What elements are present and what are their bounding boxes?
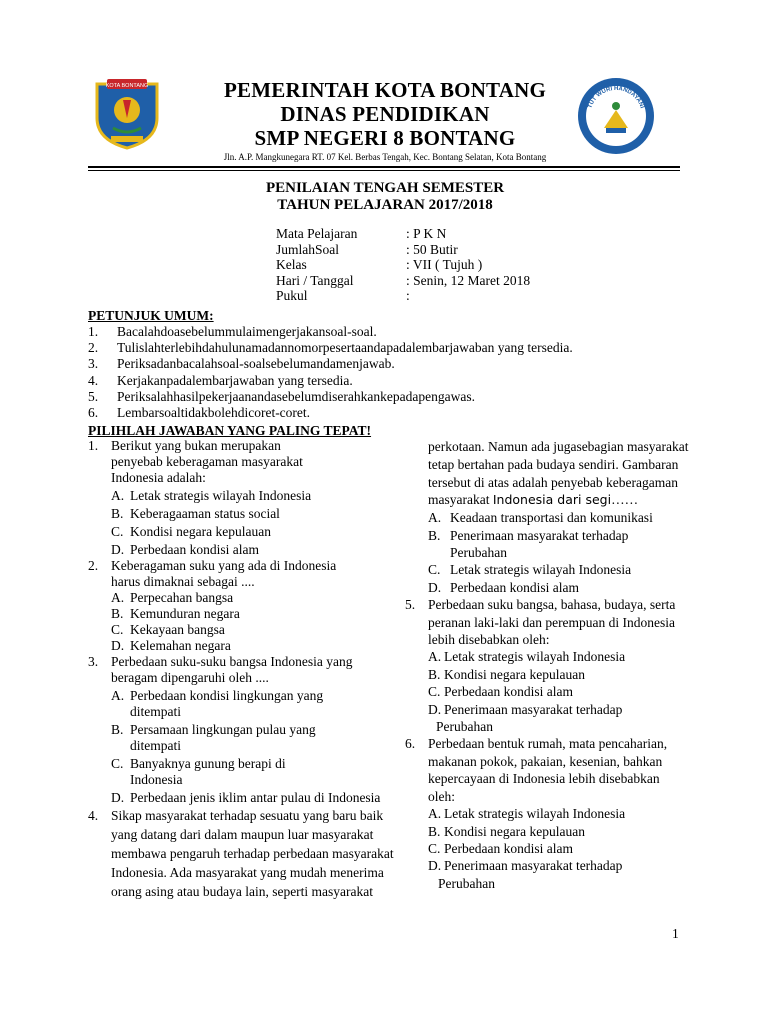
option-letter: D. — [428, 858, 442, 874]
item-number: 2. — [88, 340, 99, 356]
question-text: Perbedaan suku bangsa, bahasa, budaya, serta peranan laki-laki dan perempuan di Indonesia lebih disebabkan oleh: — [428, 597, 676, 648]
item-text: Periksadanbacalahsoal-soalsebelumandamenjawab. — [117, 356, 395, 372]
option-continuation: Perubahan — [436, 719, 493, 735]
option-letter: D. — [428, 701, 442, 717]
general-instructions-list — [88, 324, 688, 421]
answer-option — [111, 722, 410, 754]
question-1-options — [88, 488, 410, 558]
option-text: Kelemahan negara — [130, 638, 231, 653]
item-text: Bacalahdoasebelummulaimengerjakansoal-soal. — [117, 324, 377, 339]
exam-title: PENILAIAN TENGAH SEMESTER — [265, 180, 505, 196]
answer-option — [111, 790, 410, 806]
logo-right-text: TUT WURI HANDAYANI — [587, 85, 645, 110]
option-text: Penerimaan masyarakat terhadap — [444, 701, 623, 717]
school-address: Jln. A.P. Mangkunegara RT. 07 Kel. Berbas Tengah, Kec. Bontang Selatan, Kota Bontang — [223, 152, 547, 162]
option-letter: D. — [428, 579, 442, 595]
questions-heading: PILIHLAH JAWABAN YANG PALING TEPAT! — [88, 423, 372, 438]
question-number: 1. — [88, 438, 99, 453]
info-value: : 50 Butir — [406, 241, 458, 257]
item-text: Lembarsoaltidakbolehdicoret-coret. — [117, 405, 311, 421]
answer-option — [428, 857, 690, 874]
info-label: Kelas — [276, 257, 307, 272]
questions-left-column — [88, 438, 410, 901]
info-row — [276, 257, 530, 273]
question-2-options — [88, 590, 410, 654]
question-number: 3. — [88, 654, 99, 669]
option-letter: C. — [111, 524, 124, 539]
option-letter: D. — [111, 638, 125, 653]
item-number: 4. — [88, 372, 99, 388]
option-text: Kekayaan bangsa — [130, 622, 225, 637]
option-text: Perpecahan bangsa — [130, 590, 234, 605]
option-letter: B. — [428, 527, 441, 543]
header-line-1: PEMERINTAH KOTA BONTANG — [224, 78, 546, 102]
answer-option — [428, 805, 690, 822]
option-letter: D. — [111, 542, 125, 557]
question-1 — [88, 438, 410, 486]
list-item — [88, 324, 688, 340]
answer-option — [111, 622, 410, 638]
option-text: Perbedaan kondisi alam — [444, 840, 573, 856]
answer-option — [111, 506, 410, 522]
option-letter: A. — [111, 688, 125, 703]
answer-option — [428, 561, 690, 578]
option-text: Kemunduran negara — [130, 606, 240, 621]
info-label: JumlahSoal — [276, 241, 339, 257]
question-4 — [88, 806, 410, 901]
option-continuation: Perubahan — [438, 875, 495, 891]
questions-right-column — [405, 438, 690, 892]
option-letter: B. — [111, 722, 124, 737]
question-text: Keberagaman suku yang ada di Indonesia harus dimaknai sebagai .... — [111, 558, 337, 589]
info-label: Pukul — [276, 288, 308, 303]
option-letter: C. — [428, 840, 441, 856]
page-number: 1 — [672, 926, 679, 941]
option-text: Letak strategis wilayah Indonesia — [444, 649, 626, 665]
item-text: Tulislahterlebihdahulunamadannomorpesertaandapadalembarjawaban yang tersedia. — [117, 340, 573, 356]
option-text: Persamaan lingkungan pulau yang ditempati — [130, 722, 316, 753]
option-text: Perubahan — [450, 545, 507, 560]
list-item — [88, 340, 688, 356]
answer-option — [111, 688, 410, 720]
option-letter: C. — [111, 756, 124, 771]
option-letter: D. — [111, 790, 125, 805]
answer-option — [428, 823, 690, 840]
option-letter: C. — [111, 622, 124, 637]
option-letter: B. — [111, 606, 124, 621]
info-row — [276, 273, 530, 289]
answer-option — [111, 756, 410, 788]
info-row — [276, 226, 530, 242]
info-label: Mata Pelajaran — [276, 226, 358, 241]
exam-year: TAHUN PELAJARAN 2017/2018 — [277, 197, 493, 213]
exam-info — [276, 226, 530, 304]
question-3-options — [88, 688, 410, 806]
option-letter — [428, 544, 450, 561]
question-number: 4. — [88, 808, 99, 823]
answer-option — [428, 840, 690, 857]
answer-option — [428, 683, 690, 700]
answer-option — [428, 648, 690, 665]
answer-option — [111, 606, 410, 622]
option-text: Perbedaan kondisi alam — [444, 684, 573, 700]
list-item — [88, 356, 688, 372]
answer-option — [111, 590, 410, 606]
option-text: Kondisi negara kepulauan — [444, 823, 585, 839]
header-line-2: DINAS PENDIDIKAN — [280, 102, 490, 126]
list-item — [88, 389, 688, 405]
question-dots: …… — [611, 492, 639, 508]
option-text: Letak strategis wilayah Indonesia — [130, 488, 312, 503]
answer-option — [111, 488, 410, 504]
answer-option — [428, 579, 690, 596]
item-number: 1. — [88, 324, 99, 339]
question-text: Berikut yang bukan merupakan penyebab keberagaman masyarakat Indonesia adalah: — [111, 438, 303, 485]
option-text: Letak strategis wilayah Indonesia — [444, 806, 626, 822]
info-label: Hari / Tanggal — [276, 272, 354, 288]
general-instructions-heading: PETUNJUK UMUM: — [88, 308, 214, 323]
option-text: Perbedaan jenis iklim antar pulau di Indonesia — [130, 790, 381, 805]
question-text: Sikap masyarakat terhadap sesuatu yang baru baik yang datang dari dalam maupun luar masyarakat membawa pengaruh terhadap perbedaan masyarakat Indonesia. Ada masyarakat yang mudah menerima orang asing atau budaya lain, seperti masyarakat — [111, 808, 394, 899]
option-letter: C. — [428, 562, 441, 578]
item-number: 3. — [88, 356, 99, 372]
option-letter: C. — [428, 684, 441, 700]
option-letter: B. — [428, 666, 441, 682]
answer-option — [111, 524, 410, 540]
answer-option — [428, 509, 690, 526]
option-text: Perbedaan kondisi alam — [450, 579, 579, 595]
option-letter: A. — [111, 488, 125, 503]
logo-left-text: KOTA BONTANG — [105, 83, 149, 89]
question-3 — [88, 654, 410, 686]
info-value: : P K N — [406, 226, 447, 241]
info-value: : VII ( Tujuh ) — [406, 257, 483, 272]
question-4-continued — [405, 438, 690, 509]
option-letter: B. — [428, 823, 441, 839]
option-text: Penerimaan masyarakat terhadap — [450, 527, 629, 543]
answer-option — [428, 527, 690, 544]
header-divider — [88, 166, 680, 168]
question-text: perkotaan. Namun ada jugasebagian masyarakat tetap bertahan pada budaya sendiri. Gambaran tersebut di atas adalah penyebab keberagaman masyarakat — [428, 439, 689, 508]
question-2 — [88, 558, 410, 590]
option-text: Letak strategis wilayah Indonesia — [450, 562, 632, 578]
item-number: 6. — [88, 405, 99, 421]
info-value: : Senin, 12 Maret 2018 — [406, 272, 531, 288]
question-5 — [405, 596, 690, 648]
info-row — [276, 288, 530, 304]
item-number: 5. — [88, 388, 99, 404]
option-letter: A. — [428, 510, 442, 526]
item-text: Periksalahhasilpekerjaanandasebelumdiserahkankepadapengawas. — [117, 388, 475, 404]
option-text: Keberagaaman status social — [130, 506, 280, 521]
option-text: Banyaknya gunung berapi di Indonesia — [130, 756, 286, 787]
option-text: Keadaan transportasi dan komunikasi — [450, 510, 653, 526]
option-text: Kondisi negara kepulauan — [444, 666, 585, 682]
question-6 — [405, 735, 690, 805]
info-row — [276, 242, 530, 258]
item-text: Kerjakanpadalembarjawaban yang tersedia. — [117, 372, 353, 388]
option-letter: A. — [428, 649, 442, 665]
option-letter: A. — [428, 806, 442, 822]
list-item — [88, 373, 688, 389]
info-value: : — [406, 288, 410, 303]
question-number: 6. — [405, 736, 416, 752]
question-text: Indonesia dari segi — [492, 492, 612, 508]
question-text: Perbedaan suku-suku bangsa Indonesia yang beragam dipengaruhi oleh .... — [111, 654, 353, 685]
option-letter: A. — [111, 590, 125, 605]
list-item — [88, 405, 688, 421]
answer-option — [111, 638, 410, 654]
option-letter: B. — [111, 506, 124, 521]
option-text: Kondisi negara kepulauan — [130, 524, 271, 539]
option-text: Penerimaan masyarakat terhadap — [444, 858, 623, 874]
question-number: 2. — [88, 558, 99, 573]
question-text: Perbedaan bentuk rumah, mata pencaharian, makanan pokok, pakaian, kesenian, bahkan kepercayaan di Indonesia lebih disebabkan oleh: — [428, 736, 668, 804]
answer-option — [111, 542, 410, 558]
header-line-3: SMP NEGERI 8 BONTANG — [254, 126, 516, 150]
answer-option — [428, 544, 690, 561]
question-number: 5. — [405, 597, 416, 613]
answer-option — [428, 666, 690, 683]
option-text: Perbedaan kondisi lingkungan yang ditempati — [130, 688, 324, 719]
answer-option — [428, 701, 690, 718]
header-divider-thin — [88, 170, 680, 171]
option-text: Perbedaan kondisi alam — [130, 542, 259, 557]
